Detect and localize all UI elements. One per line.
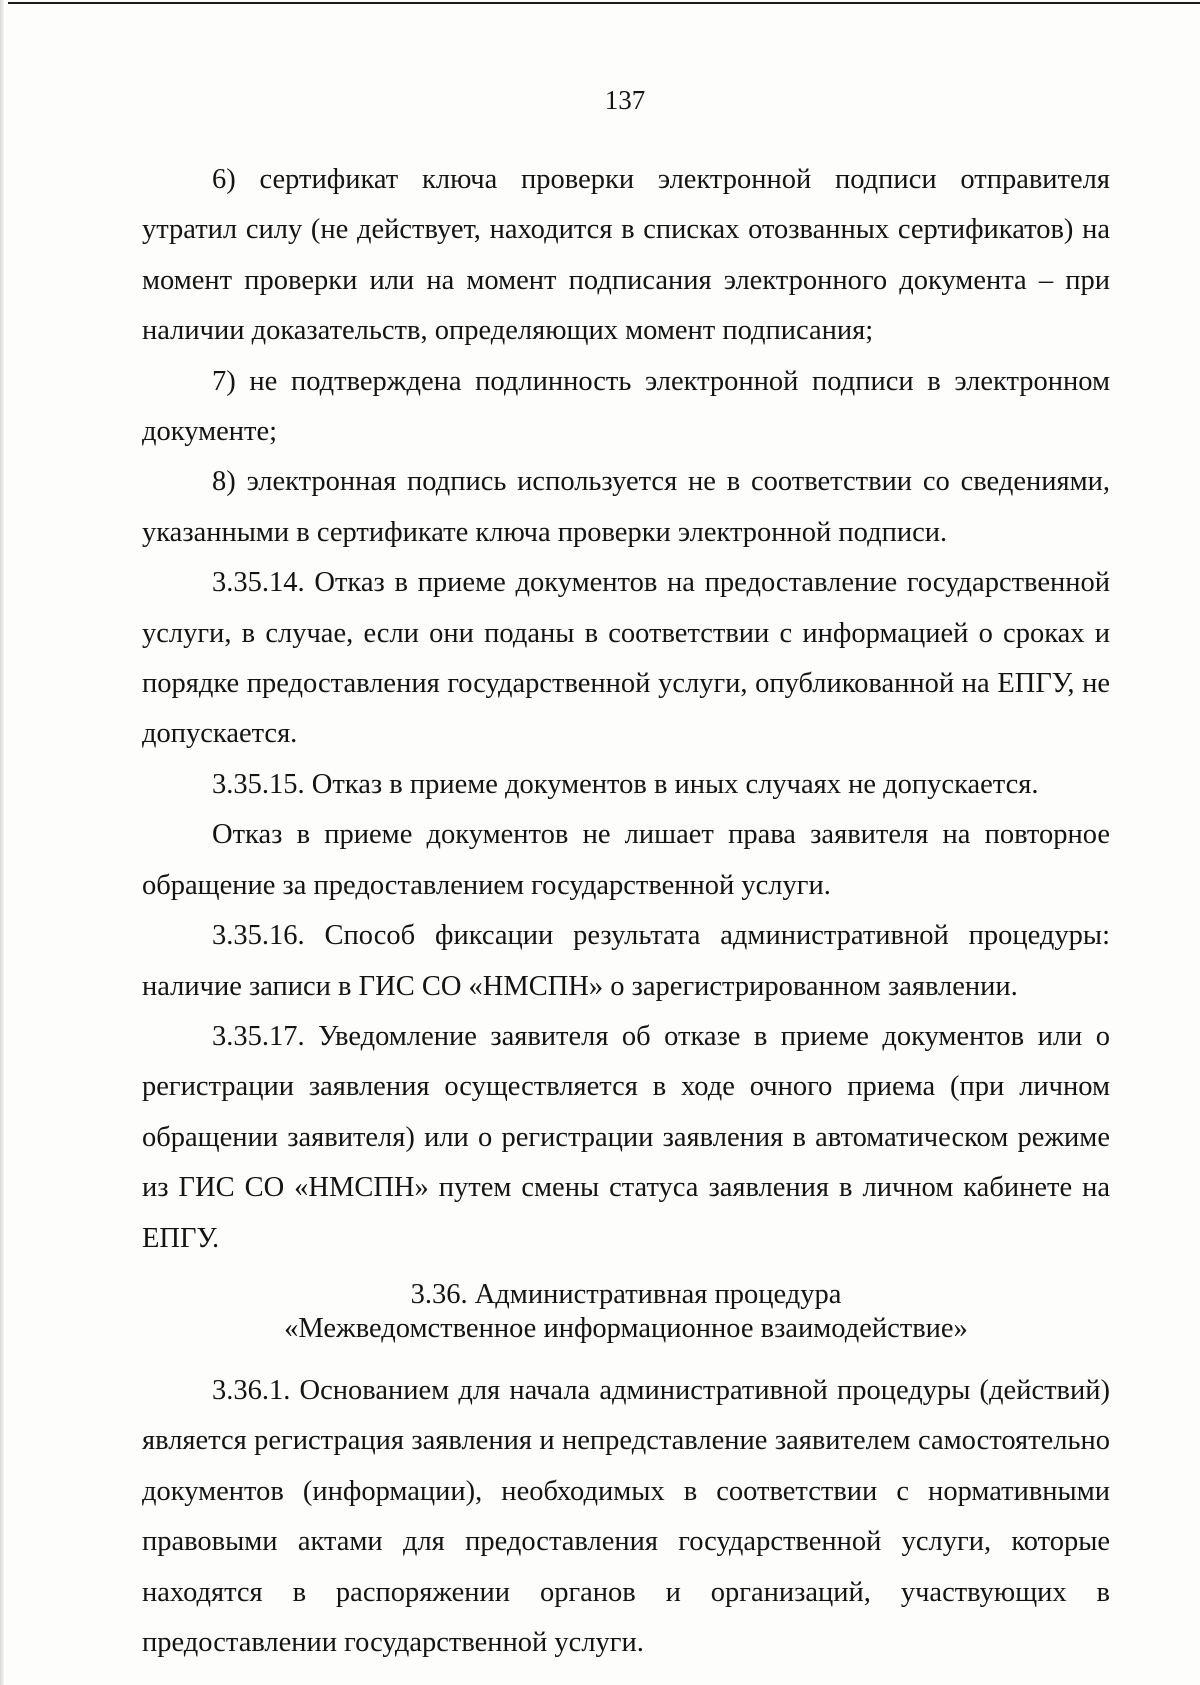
paragraph-refusal-note: Отказ в приеме документов не лишает права заявителя на повторное обращение за предоставлением государственной услуги. — [142, 819, 1110, 901]
document-body — [142, 155, 1110, 1668]
paragraph-3-35-17: 3.35.17. Уведомление заявителя об отказе в приеме документов или о регистрации заявления осуществляется в ходе очного приема (при личном обращении заявителя) или о регистрации заявления в автоматическом режиме из ГИС СО «НМСПН» путем смены статуса заявления в личном кабинете на ЕПГУ. — [142, 1020, 1110, 1254]
paragraph-item-6: 6) сертификат ключа проверки электронной подписи отправителя утратил силу (не действует, находится в списках отозванных сертификатов) на момент проверки или на момент подписания электронного документа – при наличии доказательств, определяющих момент подписания; — [142, 164, 1110, 347]
page-number: 137 — [604, 85, 646, 115]
section-heading-subtitle: «Межведомственное информационное взаимодействие» — [284, 1312, 968, 1344]
paragraph-item-8: 8) электронная подпись используется не в соответствии со сведениями, указанными в сертификате ключа проверки электронной подписи. — [142, 466, 1110, 548]
paragraph-3-35-16: 3.35.16. Способ фиксации результата административной процедуры: наличие записи в ГИС СО «НМСПН» о зарегистрированном заявлении. — [142, 920, 1110, 1002]
paragraph-3-36-1: 3.36.1. Основанием для начала административной процедуры (действий) является регистрация заявления и непредставление заявителем самостоятельно документов (информации), необходимых в соответствии с нормативными правовыми актами для предоставления государственной услуги, которые находятся в распоряжении органов и организаций, участвующих в предоставлении государственной услуги. — [142, 1374, 1110, 1658]
section-heading — [142, 1278, 1110, 1346]
top-border-line — [8, 2, 1200, 4]
section-heading-title: 3.36. Административная процедура — [410, 1278, 842, 1310]
scan-left-edge — [0, 0, 4, 1685]
paragraph-item-7: 7) не подтверждена подлинность электронной подписи в электронном документе; — [142, 365, 1110, 448]
paragraph-3-35-14: 3.35.14. Отказ в приеме документов на предоставление государственной услуги, в случае, если они поданы в соответствии с информацией о сроках и порядке предоставления государственной услуги, опубликованной на ЕПГУ, не допускается. — [142, 567, 1110, 750]
paragraph-3-35-15: 3.35.15. Отказ в приеме документов в иных случаях не допускается. — [212, 768, 1039, 800]
